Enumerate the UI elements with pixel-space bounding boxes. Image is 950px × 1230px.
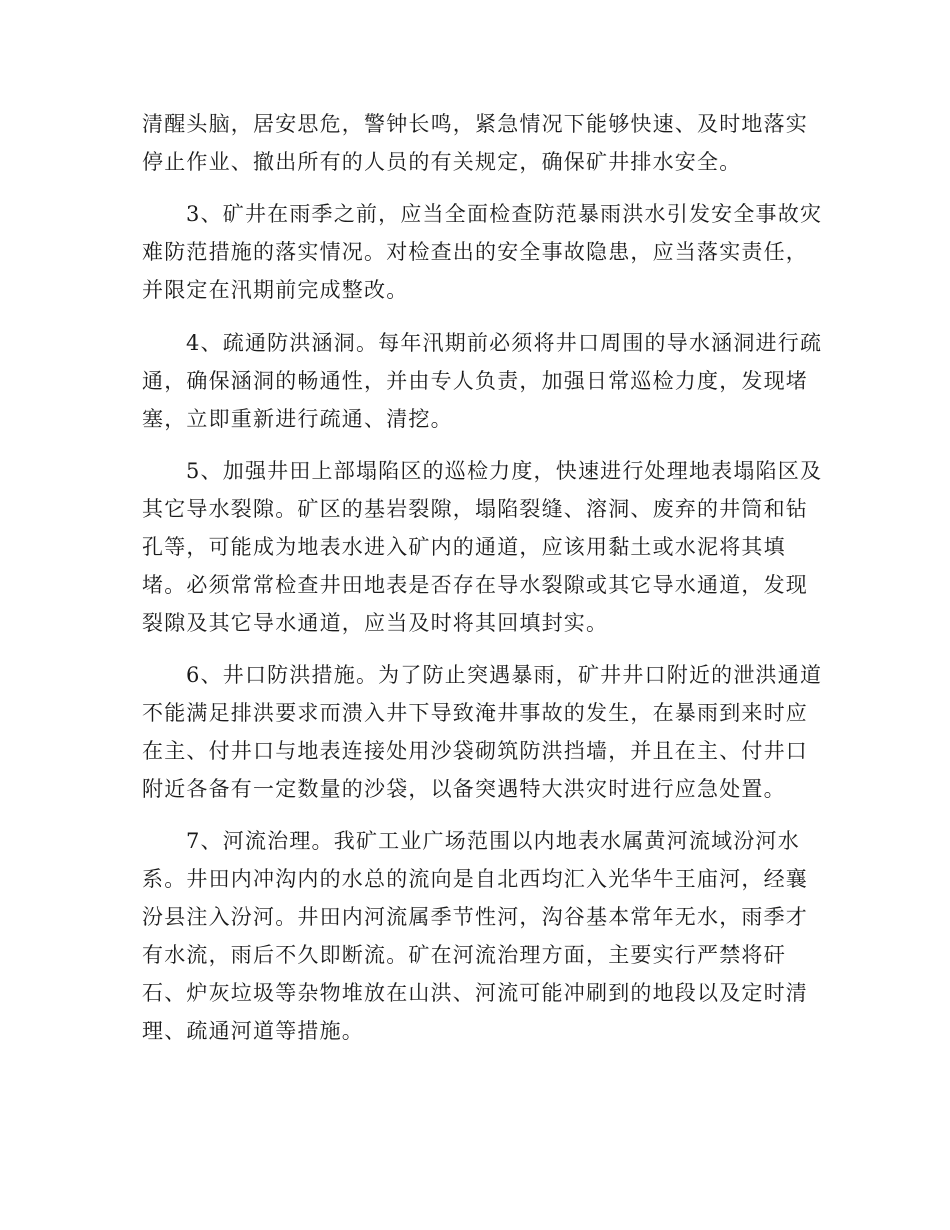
text-line: 清醒头脑，居安思危，警钟长鸣，紧急情况下能够快速、及时地落实 (142, 112, 808, 136)
text-line: 孔等，可能成为地表水进入矿内的通道，应该用黏土或水泥将其填 (142, 535, 786, 559)
text-line: 停止作业、撤出所有的人员的有关规定，确保矿井排水安全。 (142, 150, 742, 174)
paragraph-4-line: 4、疏通防洪涵洞。每年汛期前必须将井口周围的导水涵洞进行疏 (186, 331, 823, 355)
text-line: 理、疏通河道等措施。 (142, 1019, 364, 1043)
text-line: 石、炉灰垃圾等杂物堆放在山洪、河流可能冲刷到的地段以及定时清 (142, 981, 808, 1005)
text-line: 塞，立即重新进行疏通、清挖。 (142, 407, 453, 431)
text-line: 裂隙及其它导水通道，应当及时将其回填封实。 (142, 611, 609, 635)
text-line: 系。井田内冲沟内的水总的流向是自北西均汇入光华牛王庙河，经襄 (142, 867, 808, 891)
text-line: 并限定在汛期前完成整改。 (142, 278, 409, 302)
text-line: 难防范措施的落实情况。对检查出的安全事故隐患，应当落实责任， (142, 240, 808, 264)
text-line: 其它导水裂隙。矿区的基岩裂隙，塌陷裂缝、溶洞、废弃的井筒和钻 (142, 497, 808, 521)
text-line: 在主、付井口与地表连接处用沙袋砌筑防洪挡墙，并且在主、付井口 (142, 739, 808, 763)
paragraph-7-line: 7、河流治理。我矿工业广场范围以内地表水属黄河流域汾河水 (186, 829, 800, 853)
text-line: 通，确保涵洞的畅通性，并由专人负责，加强日常巡检力度，发现堵 (142, 369, 808, 393)
text-line: 堵。必须常常检查井田地表是否存在导水裂隙或其它导水通道，发现 (142, 573, 808, 597)
paragraph-6-line: 6、井口防洪措施。为了防止突遇暴雨，矿井井口附近的泄洪通道 (186, 663, 823, 687)
paragraph-5-line: 5、加强井田上部塌陷区的巡检力度，快速进行处理地表塌陷区及 (186, 459, 823, 483)
text-line: 附近各备有一定数量的沙袋，以备突遇特大洪灾时进行应急处置。 (142, 777, 786, 801)
paragraph-3-line: 3、矿井在雨季之前，应当全面检查防范暴雨洪水引发安全事故灾 (186, 202, 823, 226)
text-line: 不能满足排洪要求而溃入井下导致淹井事故的发生，在暴雨到来时应 (142, 701, 808, 725)
text-line: 汾县注入汾河。井田内河流属季节性河，沟谷基本常年无水，雨季才 (142, 905, 808, 929)
text-line: 有水流，雨后不久即断流。矿在河流治理方面，主要实行严禁将矸 (142, 943, 786, 967)
